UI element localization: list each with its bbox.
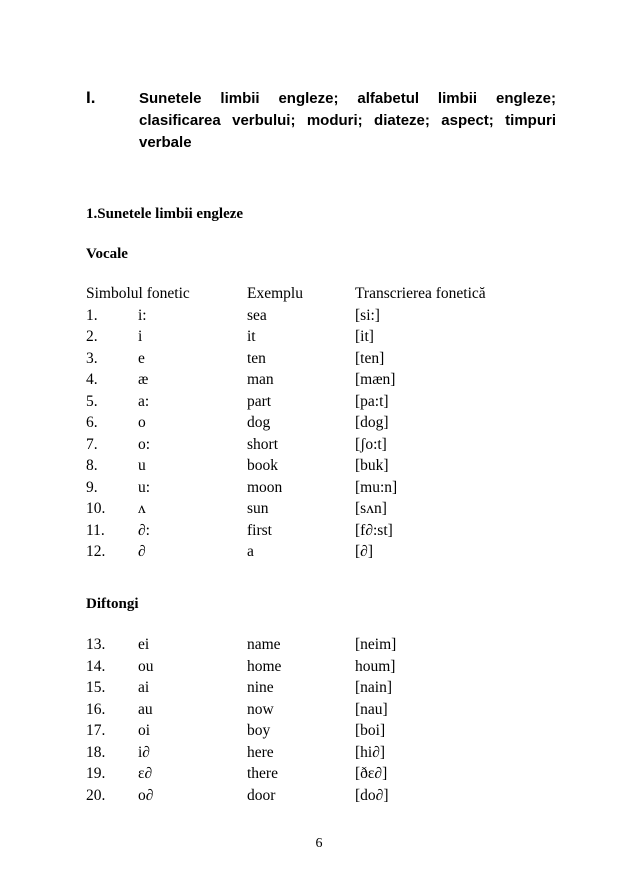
phonetic-symbol: ∂: xyxy=(138,521,150,539)
row-number: 9. xyxy=(86,478,98,496)
phonetic-symbol: u xyxy=(138,457,146,474)
phonetic-transcription: [mu:n] xyxy=(355,478,398,496)
row-number: 13. xyxy=(86,636,106,653)
phonetic-transcription: [ʃo:t] xyxy=(355,435,387,453)
phonetic-transcription: [boi] xyxy=(355,722,386,739)
section-title: 1.Sunetele limbii engleze xyxy=(86,206,244,222)
phonetic-symbol: au xyxy=(138,700,153,718)
row-number: 10. xyxy=(86,500,106,517)
row-number: 11. xyxy=(86,521,105,539)
example-word: moon xyxy=(247,478,283,496)
row-number: 15. xyxy=(86,679,106,696)
chapter-heading xyxy=(86,88,556,154)
row-number: 3. xyxy=(86,349,98,367)
example-word: it xyxy=(247,328,256,345)
phonetic-symbol: i xyxy=(138,328,143,345)
phonetic-symbol: ∂ xyxy=(138,543,146,560)
phonetic-transcription: [f∂:st] xyxy=(355,521,393,539)
example-word: first xyxy=(247,521,272,539)
phonetic-transcription: [nau] xyxy=(355,700,388,718)
phonetic-symbol: ai xyxy=(138,679,150,696)
row-number: 17. xyxy=(86,722,106,739)
vowels-heading: Vocale xyxy=(86,246,128,262)
example-word: sea xyxy=(247,306,267,324)
phonetic-transcription: [neim] xyxy=(355,636,397,653)
phonetic-symbol: ou xyxy=(138,657,154,675)
phonetic-transcription: houm] xyxy=(355,657,396,675)
row-number: 18. xyxy=(86,743,106,761)
column-header-transcription: Transcrierea fonetică xyxy=(355,285,486,302)
example-word: now xyxy=(247,700,274,718)
phonetic-symbol: ʌ xyxy=(138,500,146,517)
phonetic-transcription: [pa:t] xyxy=(355,392,389,410)
phonetic-transcription: [mæn] xyxy=(355,371,396,388)
diphthongs-heading: Diftongi xyxy=(86,596,139,612)
phonetic-transcription: [dog] xyxy=(355,414,389,431)
page-number: 6 xyxy=(315,836,323,851)
phonetic-symbol: a: xyxy=(138,392,150,410)
phonetic-transcription: [hi∂] xyxy=(355,743,386,761)
phonetic-symbol: o xyxy=(138,414,146,431)
row-number: 4. xyxy=(86,371,98,388)
phonetic-symbol: u: xyxy=(138,478,151,496)
example-word: dog xyxy=(247,414,271,431)
row-number: 5. xyxy=(86,392,98,410)
example-word: sun xyxy=(247,500,269,517)
example-word: part xyxy=(247,392,272,410)
phonetic-transcription: [ten] xyxy=(355,349,385,367)
phonetic-transcription: [si:] xyxy=(355,306,380,324)
row-number: 8. xyxy=(86,457,98,474)
phonetic-symbol: e xyxy=(138,349,145,367)
example-word: ten xyxy=(247,349,266,367)
example-word: here xyxy=(247,743,274,761)
phonetic-symbol: o: xyxy=(138,435,151,453)
phonetic-symbol: i∂ xyxy=(138,743,150,761)
phonetic-symbol: oi xyxy=(138,722,151,739)
example-word: nine xyxy=(247,679,274,696)
row-number: 19. xyxy=(86,765,106,782)
phonetic-symbol: ɛ∂ xyxy=(138,765,153,782)
example-word: boy xyxy=(247,722,271,739)
phonetic-transcription: [ðɛ∂] xyxy=(355,765,388,782)
phonetic-transcription: [it] xyxy=(355,328,374,345)
phonetic-symbol: æ xyxy=(138,371,149,388)
chapter-title: Sunetele limbii engleze; alfabetul limbii engleze; clasificarea verbului; moduri; diateze; aspect; timpuri verbale xyxy=(139,90,556,151)
example-word: man xyxy=(247,371,274,388)
phonetic-transcription: [sʌn] xyxy=(355,500,387,517)
row-number: 6. xyxy=(86,414,98,431)
row-number: 16. xyxy=(86,700,106,718)
phonetic-transcription: [do∂] xyxy=(355,786,389,804)
phonetic-symbol: o∂ xyxy=(138,786,154,804)
phonetic-transcription: [∂] xyxy=(355,543,373,560)
phonetic-symbol: ei xyxy=(138,636,150,653)
row-number: 1. xyxy=(86,306,98,324)
example-word: home xyxy=(247,657,282,675)
row-number: 14. xyxy=(86,657,106,675)
row-number: 2. xyxy=(86,328,98,345)
phonetic-symbol: i: xyxy=(138,306,147,324)
example-word: a xyxy=(247,543,254,560)
column-header-symbol: Simbolul fonetic xyxy=(86,285,190,302)
row-number: 7. xyxy=(86,435,98,453)
phonetic-transcription: [nain] xyxy=(355,679,393,696)
example-word: book xyxy=(247,457,278,474)
row-number: 20. xyxy=(86,786,106,804)
chapter-number: I. xyxy=(86,88,96,107)
column-header-example: Exemplu xyxy=(247,285,303,302)
example-word: door xyxy=(247,786,276,804)
example-word: name xyxy=(247,636,281,653)
example-word: short xyxy=(247,435,278,453)
row-number: 12. xyxy=(86,543,106,560)
example-word: there xyxy=(247,765,278,782)
phonetic-transcription: [buk] xyxy=(355,457,389,474)
